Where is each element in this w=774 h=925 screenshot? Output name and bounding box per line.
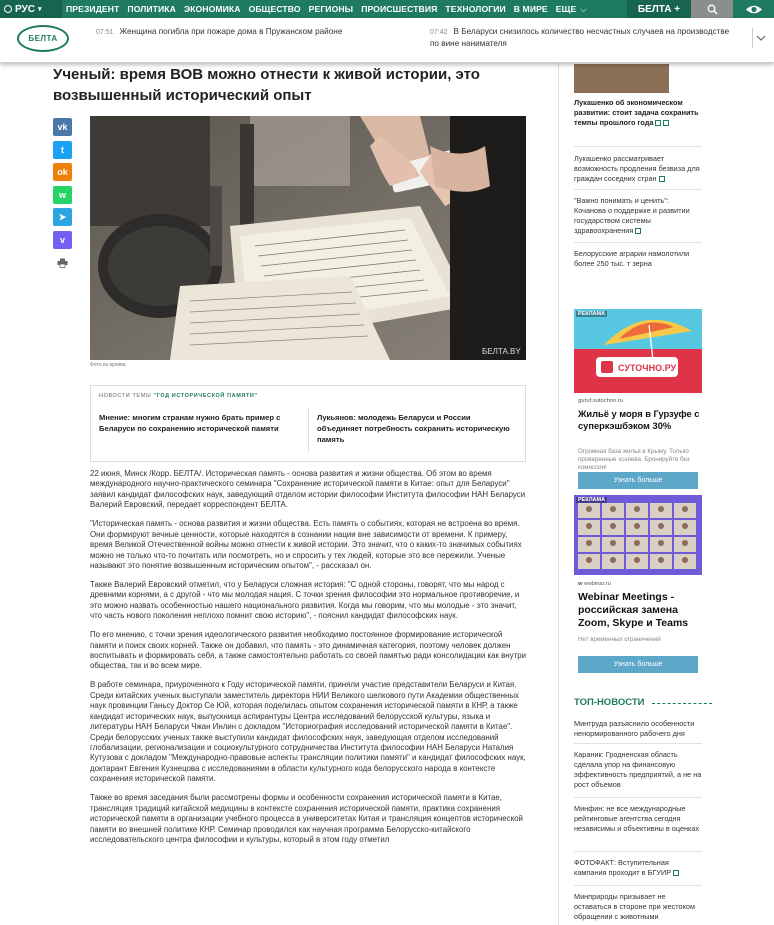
divider <box>574 885 702 886</box>
viber-icon: v <box>59 235 65 245</box>
sidebar-news-link[interactable] <box>574 249 702 269</box>
article-photo <box>90 116 526 360</box>
twitter-icon: t <box>61 145 64 155</box>
article-paragraph: Также Валерий Евровский отметил, что у Беларуси сложная история: "С одной стороны, говорят, что мы народ с древними корнями, а с другой - что мы молодая нация. С точки зрения философии это нормальное противоречие, и это можно назвать особенностью нашего национального развития. Когда мы говорим, что мы молодые - это значит, что часть нового поколения неплохо помнит свою историю", - пояснил кандидат философских наук. <box>90 579 520 621</box>
nav-item-incidents[interactable]: ПРОИСШЕСТВИЯ <box>361 4 438 14</box>
odnoklassniki-icon: ok <box>57 167 68 177</box>
ad-learn-more-button[interactable]: Узнать больше <box>578 656 698 673</box>
ad-label: РЕКЛАМА <box>578 311 606 317</box>
video-call-grid-image <box>574 495 702 575</box>
print-button[interactable] <box>53 254 72 272</box>
theme-name[interactable]: "ГОД ИСТОРИЧЕСКОЙ ПАМЯТИ" <box>153 393 258 399</box>
whatsapp-share-button[interactable] <box>53 186 72 204</box>
top-news-link[interactable]: Минтруда разъяснило особенности ненормированного рабочего дня <box>574 719 695 738</box>
accessibility-button[interactable] <box>733 0 774 18</box>
chevron-down-icon: ⌵ <box>580 3 587 14</box>
theme-header <box>99 393 258 399</box>
ad-description: Огромная база жилья в Крыму. Только проверенные хозяева. Бронируйте без комиссии! <box>578 448 690 471</box>
nav-item-regions[interactable]: РЕГИОНЫ <box>308 4 354 14</box>
divider <box>652 703 712 704</box>
odnoklassniki-share-button[interactable] <box>53 163 72 181</box>
ad-label: РЕКЛАМА <box>578 497 606 503</box>
video-icon <box>659 176 665 182</box>
top-news-link[interactable]: Минфин: не все международные рейтинговые агентства сегодня независимы и объективны в оценках <box>574 804 700 833</box>
advertisement-sutochno[interactable] <box>574 309 702 489</box>
ticker-time: 07:51 <box>96 29 114 36</box>
article-paragraph: 22 июня, Минск /Корр. БЕЛТА/. Историческая память - основа развития и жизни общества. Об этом во время международного научно-практического семинара "Сохранение исторической памяти в Китае: опыт для Беларуси" заявил кандидат философских наук, заведующий отделом истории философии Института философии НАН Беларуси Валерий Евровский, передает корреспондент БЕЛТА. <box>90 469 526 510</box>
twitter-share-button[interactable] <box>53 141 72 159</box>
divider <box>574 242 702 243</box>
ad-image <box>574 309 702 393</box>
nav-item-technology[interactable]: ТЕХНОЛОГИИ <box>445 4 506 14</box>
theme-news-link[interactable]: Лукьянов: молодежь Беларуси и России объединяет потребность сохранить историческую память <box>317 413 510 444</box>
globe-icon <box>4 5 12 13</box>
webinar-icon: w <box>578 581 583 587</box>
news-text: Лукашенко рассматривает возможность продления безвиза для граждан соседних стран <box>574 154 700 183</box>
vk-share-button[interactable] <box>53 118 72 136</box>
top-news-link[interactable]: Караник: Гродненская область сделала упор на финансовую эффективность предприятий, а не на рост объемов <box>574 750 702 789</box>
photo-icon <box>673 870 679 876</box>
ad-title: Жильё у моря в Гурзуфе с суперкэшбэком 30% <box>578 409 700 431</box>
eye-icon <box>745 4 763 15</box>
belta-plus-button[interactable]: БЕЛТА + <box>627 0 691 18</box>
article-paragraph: В работе семинара, приуроченного к Году исторической памяти, приняли участие представители Беларуси и Китая. Среди китайских ученых выступали заместитель директора НИИ Великого шелкового пути Академии общественных наук провинции Ганьсу Доктор Се Юй, которая поделилась опытом сохранения исторической памяти в КНР, а также кандидат исторических наук, выпускница аспирантуры Центра исследований белорусской культуры, языка и литературы НАН Беларуси Чжан Инлин с докладом "Историография исследований исторической памяти в Китае". Среди белорусских ученых также выступили кандидат философских наук, заведующая отделом исследований глобализации, регионализации и социокультурного сотрудничества Института философии НАН Беларуси Наталия Кутузова с докладом "Международно-правовые аспекты трансляции политики памяти" и кандидат философских наук, доктарант Евгения Кузнецова с исследованиями в области культурного кода белорусского народа в контексте сохранения исторической памяти. <box>90 680 526 784</box>
ad-source-text: webinar.ru <box>584 581 611 587</box>
news-thumbnail[interactable] <box>574 64 669 93</box>
ad-source: guruf.sutochno.ru <box>578 398 624 404</box>
nav-item-society[interactable]: ОБЩЕСТВО <box>248 4 301 14</box>
photo-caption: Фото из архива <box>90 362 126 368</box>
sidebar-news-link[interactable] <box>574 196 702 236</box>
ad-brand: СУТОЧНО.РУ <box>618 363 677 373</box>
column-divider <box>558 63 559 925</box>
belta-logo[interactable] <box>17 25 69 52</box>
article-paragraph: Также во время заседания были рассмотрены формы и особенности сохранения исторической памяти в Китае, трансляция традиций китайской медицины в контексте сохранения исторической памяти, практика сохранения исторической памяти в организации учебного процесса в университетах Китая и трансляция концептов исторической памяти во внешней политике КНР. Семинар проводился как научная программа Белорусско-китайского исследовательского центра философии и культуры, который в этом году отметил <box>90 793 523 844</box>
sidebar-news-link[interactable] <box>574 154 702 184</box>
news-text: Лукашенко об экономическом развитии: стоит задача сохранить темпы прошлого года <box>574 98 699 127</box>
article-paragraph: "Историческая память - основа развития и жизни общества. Есть память о событиях, которая не встроена во время. Они формируют вечные ценности, которые находятся в сознании нации вне зависимости от времени. К примеру, время Великой Отечественной войны можно отнести к живой истории. Это значит, что о каких-то значимых событиях можно не только что-то почитать или посмотреть, но и спросить у тех людей, которые это все пережили. Ученые называют это понятие возвышенным историческим опытом", - рассказал он. <box>90 519 522 571</box>
sidebar-news-link[interactable] <box>574 98 702 128</box>
ticker-item[interactable] <box>96 26 396 38</box>
article-paragraph: По его мнению, с точки зрения идеологического развития необходимо постоянное формирование исторической памяти и поиск своих корней. Также он добавил, что память - это динамичная категория, поэтому человек должен воспитывать и формировать себя, а также самостоятельно работать со своей памятью ради консолидации как внутри общества, так и во всем мире. <box>90 630 527 671</box>
chevron-down-icon: ▾ <box>37 6 42 13</box>
ad-learn-more-button[interactable]: Узнать больше <box>578 472 698 489</box>
logo-text: БЕЛТА <box>28 34 58 43</box>
whatsapp-icon: w <box>58 190 66 200</box>
viber-share-button[interactable] <box>53 231 72 249</box>
image-icon <box>663 120 669 126</box>
image-icon <box>635 228 641 234</box>
divider <box>574 797 702 798</box>
news-ticker <box>0 18 774 63</box>
printer-icon <box>57 258 68 268</box>
telegram-icon: ➤ <box>58 211 67 222</box>
divider <box>574 189 702 190</box>
nav-item-politics[interactable]: ПОЛИТИКА <box>127 4 176 14</box>
ticker-text: В Беларуси снизилось количество несчастных случаев на производстве по вине нанимателя <box>430 27 730 48</box>
vk-icon: vk <box>57 122 68 132</box>
advertisement-webinar[interactable] <box>574 495 702 677</box>
news-text: Белорусские аграрии намолотили более 250 тыс. т зерна <box>574 249 690 268</box>
nav-item-world[interactable]: В МИРЕ <box>513 4 548 14</box>
telegram-share-button[interactable] <box>53 208 72 226</box>
divider <box>574 851 702 852</box>
article-body <box>90 469 526 854</box>
divider <box>574 743 702 744</box>
divider <box>574 146 702 147</box>
ad-image <box>574 495 702 575</box>
chevron-down-icon <box>756 35 766 41</box>
ticker-time: 07:42 <box>430 29 448 36</box>
ticker-text: Женщина погибла при пожаре дома в Пружанском районе <box>119 27 343 36</box>
ticker-next-button[interactable] <box>752 28 768 48</box>
nav-item-president[interactable]: ПРЕЗИДЕНТ <box>66 4 120 14</box>
nav-item-more[interactable]: ЕЩЕ <box>555 4 577 14</box>
beach-umbrella-image <box>574 309 702 393</box>
nav-item-economy[interactable]: ЭКОНОМИКА <box>183 4 241 14</box>
ad-title: Webinar Meetings - российская замена Zoom, Skype и Teams <box>578 591 689 629</box>
ad-description: Нет временных ограничений <box>578 636 661 643</box>
ticker-item[interactable] <box>430 26 730 49</box>
top-news-link[interactable] <box>574 858 702 878</box>
top-news-link[interactable]: Минприроды призывает не оставаться в стороне при жестоком обращении с животными <box>574 892 695 921</box>
ad-source <box>578 581 611 587</box>
photo-watermark: БЕЛТА.BY <box>482 347 521 356</box>
divider <box>308 408 309 452</box>
photo-icon <box>655 120 661 126</box>
top-news-heading: ТОП-НОВОСТИ <box>574 697 645 708</box>
theme-news-link[interactable]: Мнение: многим странам нужно брать пример с Беларуси по сохранению исторической памяти <box>99 413 281 433</box>
archive-documents-image <box>90 116 526 360</box>
language-switcher[interactable] <box>0 0 62 18</box>
news-text: "Важно понимать и ценить": Кочанова о поддержке и развитии государством системы здравоохранения <box>574 196 690 235</box>
search-icon <box>707 4 718 15</box>
article-title: Ученый: время ВОВ можно отнести к живой истории, это возвышенный исторический опыт <box>53 66 480 104</box>
search-button[interactable] <box>691 0 733 18</box>
news-text: ФОТОФАКТ: Вступительная кампания проходит в БГУИР <box>574 858 672 877</box>
related-theme-box <box>90 385 526 462</box>
theme-label: НОВОСТИ ТЕМЫ <box>99 393 152 399</box>
language-label: РУС <box>15 3 35 15</box>
